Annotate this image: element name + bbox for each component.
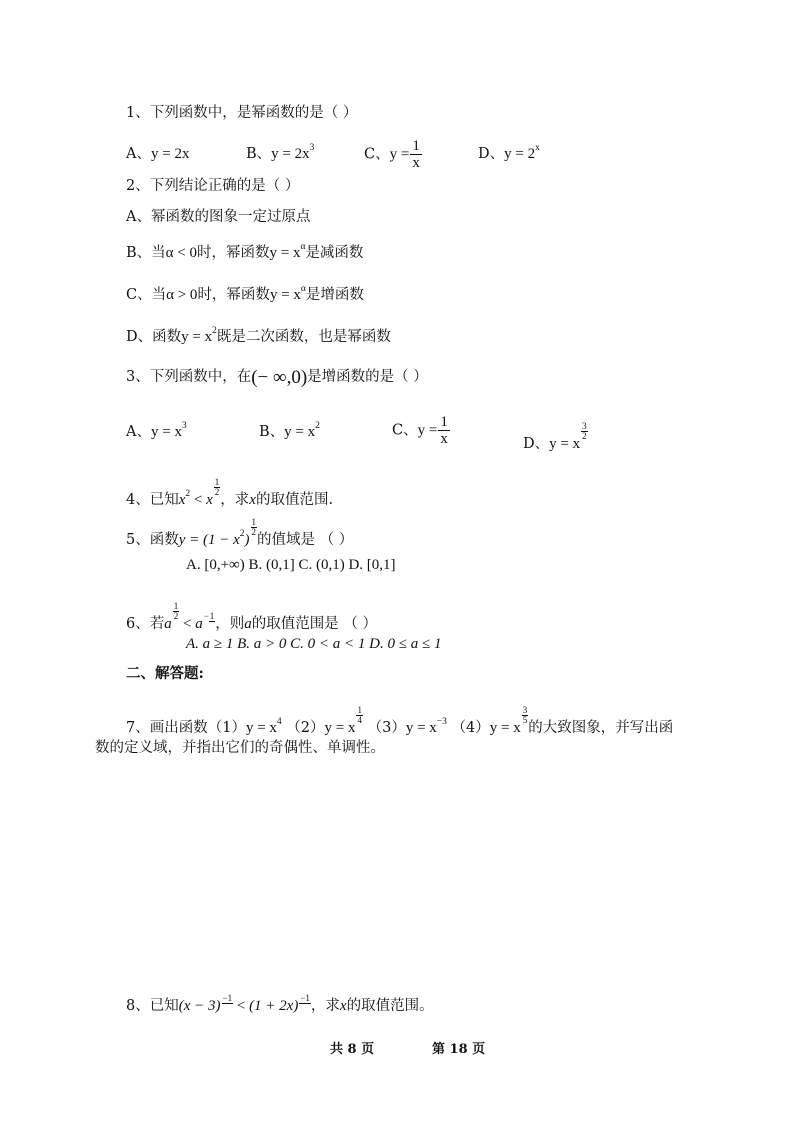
- fraction-exponent: $\frac{1}{2}$: [173, 601, 179, 621]
- question-2-option-d: D、函数$y = x^2$既是二次函数，也是幂函数: [126, 326, 391, 345]
- negative-fraction-exponent: −1: [203, 611, 215, 621]
- fraction-exponent: $\frac{3}{5}$: [522, 705, 528, 725]
- option-a-expr: y = x: [150, 424, 182, 440]
- option-c-expr: y =: [417, 422, 438, 439]
- question-4: 4、已知$x^2 < x$ $\frac{1}{2}$ ，求x的取值范围.: [126, 477, 334, 508]
- question-3-stem: 3、下列函数中，在(− ∞,0)是增函数的是（ ）: [126, 367, 428, 388]
- question-2-option-b: B、当α < 0时，幂函数$y = x^\alpha$是减函数: [126, 242, 364, 261]
- page-number: 第 18 页: [432, 1042, 486, 1057]
- option-d-expr: y = 2: [504, 146, 536, 162]
- option-a-label: A、: [126, 146, 151, 162]
- option-c-label: C、: [392, 422, 418, 439]
- section-title: 二、解答题:: [126, 665, 204, 682]
- fraction-exponent: $\frac{1}{4}$: [357, 705, 362, 725]
- alpha-condition: α < 0: [165, 245, 197, 261]
- option-d-exponent: x: [535, 143, 540, 153]
- question-1-stem: 1、下列函数中，是幂函数的是（ ）: [126, 105, 358, 121]
- option-d-label: D、: [523, 436, 550, 452]
- fraction-exponent: $\frac{1}{2}$: [214, 477, 220, 497]
- fraction-exponent: $\frac{1}{2}$: [251, 517, 257, 537]
- question-6-options: A. a ≥ 1 B. a > 0 C. 0 < a < 1 D. 0 ≤ a ≤ 1: [186, 636, 442, 652]
- interval: (− ∞,0): [251, 367, 308, 388]
- option-c-label: C、: [364, 146, 390, 163]
- question-5-stem: 5、函数$y = (1 - x^2)$ $\frac{1}{2}$ 的值域是 （ ）: [126, 517, 354, 548]
- question-5-options: A. [0,+∞) B. (0,1] C. (0,1) D. [0,1]: [186, 557, 396, 573]
- page-total: 共 8 页: [330, 1042, 375, 1057]
- option-b-label: B、: [246, 146, 272, 162]
- option-a-label: A、: [126, 424, 151, 440]
- option-d-expr: y = x: [549, 436, 581, 452]
- alpha-condition: α > 0: [166, 287, 198, 303]
- option-c-expr: y =: [389, 146, 410, 163]
- option-c-fraction: $\frac{1}{x}$: [412, 138, 420, 171]
- negative-fraction-exponent: −1: [300, 993, 310, 1003]
- question-8: 8、已知(x − 3) −1 < (1 + 2x) −1，求x的取值范围。: [126, 993, 434, 1014]
- question-6-stem: 6、若a $\frac{1}{2}$ < a−1，则a的取值范围是 （ ）: [126, 601, 377, 632]
- option-b-exponent: 3: [309, 143, 315, 153]
- negative-fraction-exponent: −1: [222, 993, 233, 1003]
- option-d-exponent: $\frac{3}{2}$: [582, 421, 587, 441]
- option-d-label: D、: [478, 146, 505, 162]
- option-a-expr: y = 2x: [150, 146, 190, 162]
- question-7-line-2: 数的定义域，并指出它们的奇偶性、单调性。: [95, 740, 385, 756]
- option-b-expr: y = x: [284, 424, 316, 440]
- question-7-line-1: 7、画出函数$(1)y = x^4$ （2）y = x $\frac{1}{4}$ $(3)y = x^{-3}$ （4）y = x $\frac{3}{5}$ 的大致图象，并写出函: [126, 705, 674, 736]
- option-c-fraction: $\frac{1}{x}$: [440, 414, 448, 447]
- question-2-option-a: A、幂函数的图象一定过原点: [126, 209, 311, 225]
- option-b-expr: y = 2x: [271, 146, 310, 162]
- question-2-stem: 2、下列结论正确的是（ ）: [126, 178, 300, 194]
- option-b-label: B、: [259, 424, 285, 440]
- question-2-option-c: C、当α > 0时，幂函数$y = x^\alpha$是增函数: [126, 284, 364, 303]
